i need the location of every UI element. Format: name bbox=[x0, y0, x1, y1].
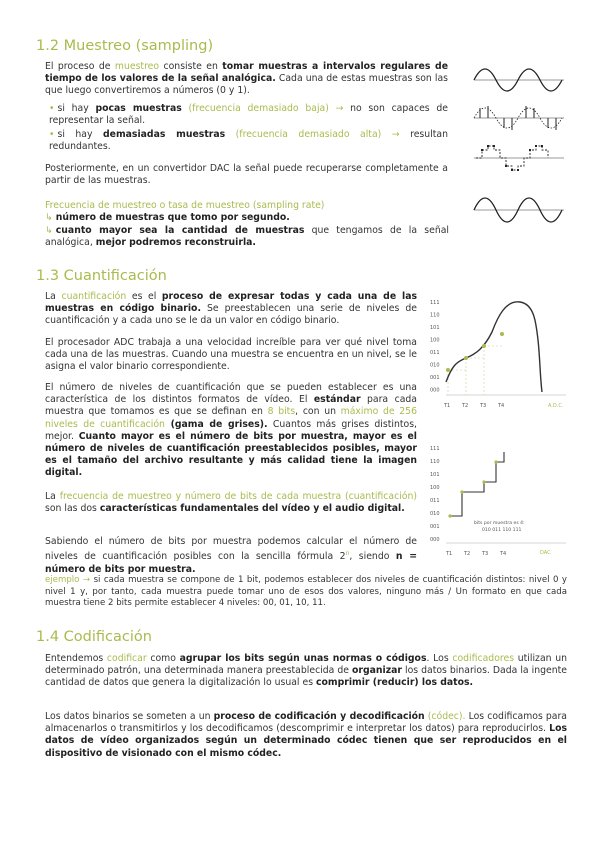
sampled-step bbox=[474, 145, 564, 171]
time-label: T1 bbox=[444, 403, 451, 409]
paragraph-dac: Posteriormente, en un convertidor DAC la señal puede recuperarse completamente a partir de las muestras. bbox=[45, 163, 448, 187]
level-label: 111 bbox=[430, 300, 440, 306]
quantization-graph-dac bbox=[428, 440, 570, 560]
sampling-illustration bbox=[470, 60, 570, 240]
bullet-demasiadas-muestras: • si hay demasiadas muestras (frecuencia demasiado alta) → resultan redundantes. bbox=[49, 129, 448, 153]
level-label: 001 bbox=[430, 524, 440, 530]
paragraph-ejemplo: ejemplo → si cada muestra se compone de 1 bit, podemos establecer dos niveles de cuantificación distintos: nivel 0 y nivel 1 y, por tanto, cada muestra puede tomar uno de esos dos valores, ninguno más / Un formato en que cada muestra tiene 2 bits permite establecer 4 niveles: 00, 01, 10, 11. bbox=[45, 575, 567, 609]
dac-label: DAC bbox=[540, 550, 551, 556]
bullet-pocas-muestras: • si hay pocas muestras (frecuencia demasiado baja) → no son capaces de representar la señal. bbox=[49, 103, 448, 127]
time-label: T3 bbox=[482, 551, 489, 557]
level-label: 010 bbox=[430, 511, 440, 517]
paragraph-codec: Los datos binarios se someten a un proceso de codificación y decodificación (códec). Los codificamos para almacenarlos o transmitirlos y los decodificamos (descomprimir e interpretar los datos) para reproducirlos. Los datos de vídeo organizados según un determinado códec tienen que ser reproducidos en el dispositivo de visionado con el mismo códec. bbox=[45, 711, 567, 759]
time-label: T2 bbox=[462, 403, 469, 409]
time-label: T3 bbox=[480, 403, 487, 409]
level-label: 000 bbox=[430, 537, 440, 543]
time-label: T4 bbox=[500, 551, 507, 557]
label-frecuencia-muestreo: Frecuencia de muestreo o tasa de muestreo (sampling rate) bbox=[45, 200, 325, 211]
level-label: 100 bbox=[430, 337, 440, 344]
level-label: 110 bbox=[430, 459, 440, 465]
level-label: 010 bbox=[430, 362, 440, 369]
level-label: 111 bbox=[430, 446, 440, 452]
paragraph-codificar: Entendemos codificar como agrupar los bits según unas normas o códigos. Los codificadores utilizan un determinado patrón, una determinada manera preestablecida de organizar los datos binarios. Dada la ingente cantidad de datos que genera la digitalización lo usual es comprimir (reducir) los datos. bbox=[45, 653, 567, 689]
quantization-graph-adc bbox=[428, 296, 570, 414]
level-label: 001 bbox=[430, 375, 440, 381]
sampled-few bbox=[474, 106, 564, 130]
dac-note-1: bits por muestra es 4: bbox=[474, 521, 525, 526]
level-label: 101 bbox=[430, 325, 440, 331]
paragraph-formula: Sabiendo el número de bits por muestra podemos calcular el número de niveles de cuantificación posibles con la sencilla fórmula 2$^n$, siendo n = número de bits por muestra. bbox=[45, 536, 417, 575]
paragraph-muestreo: El proceso de muestreo consiste en tomar muestras a intervalos regulares de tiempo de los valores de la señal analógica. Cada una de estas muestras son las que luego convertiremos a números (0 y 1). bbox=[45, 61, 449, 97]
level-label: 101 bbox=[430, 472, 440, 478]
sine-wave-reconstructed bbox=[474, 198, 564, 222]
heading-codificacion: 1.4 Codificación bbox=[36, 629, 152, 645]
heading-cuantificacion: 1.3 Cuantificación bbox=[36, 268, 167, 284]
sine-wave-1 bbox=[474, 69, 564, 91]
level-label: 100 bbox=[430, 485, 440, 491]
paragraph-adc: El procesador ADC trabaja a una velocidad increíble para ver qué nivel toma cada una de las muestras. Cuando una muestra se encuentra en un nivel, se le asigna el valor binario correspondiente. bbox=[45, 337, 417, 373]
paragraph-cuantificacion: La cuantificación es el proceso de expresar todas y cada una de las muestras en código binario. Se preestablecen una serie de niveles de cuantificación y a cada uno se le da un valor en código binario. bbox=[45, 291, 417, 327]
adc-label: A.D.C. bbox=[548, 403, 564, 409]
level-label: 011 bbox=[430, 350, 440, 356]
level-label: 110 bbox=[430, 312, 440, 319]
freq-line-2: ↳ cuanto mayor sea la cantidad de muestras que tengamos de la señal analógica, mejor podremos reconstruirla. bbox=[45, 225, 449, 249]
time-label: T1 bbox=[446, 551, 453, 557]
freq-line-1: ↳ número de muestras que tomo por segundo. bbox=[45, 212, 290, 223]
time-label: T2 bbox=[464, 551, 471, 557]
level-label: 011 bbox=[430, 498, 440, 504]
heading-muestreo: 1.2 Muestreo (sampling) bbox=[36, 38, 214, 54]
level-label: 000 bbox=[430, 387, 440, 394]
paragraph-niveles: El número de niveles de cuantificación que se pueden establecer es una característica de los distintos formatos de vídeo. El estándar para cada muestra que tomamos es que se definan en 8 bits, con un máximo de 256 niveles de cuantificación (gama de grises). Cuantos más grises distintos, mejor. Cuanto mayor es el número de bits por muestra, mayor es el número de niveles de cuantificación preestablecidos posibles, mayor es el tamaño del archivo resultante y más calidad tiene la imagen digital. bbox=[45, 382, 417, 479]
paragraph-caracteristicas: La frecuencia de muestreo y número de bits de cada muestra (cuantificación) son las dos características fundamentales del vídeo y el audio digital. bbox=[45, 491, 417, 515]
dac-note-2: 010 011 110 111 bbox=[482, 528, 522, 533]
time-label: T4 bbox=[498, 403, 505, 409]
